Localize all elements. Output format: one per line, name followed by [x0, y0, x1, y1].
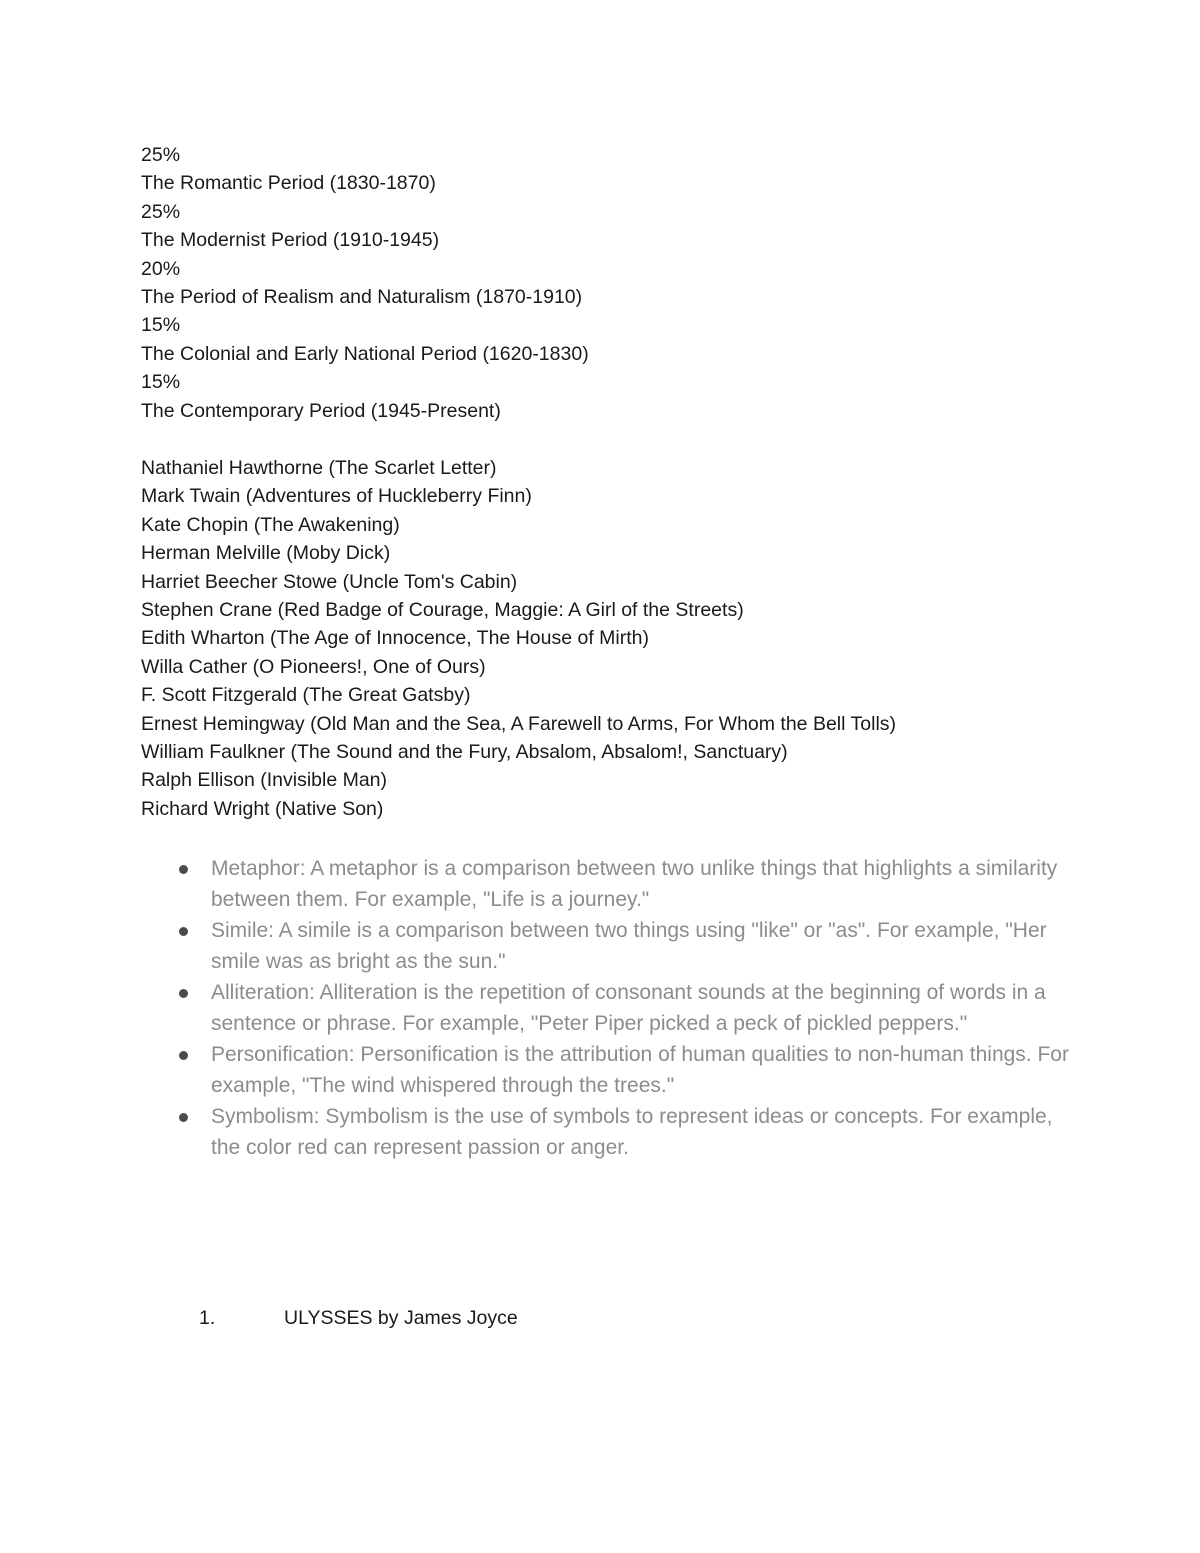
author-line: F. Scott Fitzgerald (The Great Gatsby) — [141, 684, 471, 707]
device-text: Personification: Personification is the attribution of human qualities to non-human things. For example, "The wind whispered through the trees." — [211, 1043, 1069, 1097]
list-item — [178, 1039, 1078, 1101]
period-line: 25% — [141, 144, 181, 166]
author-line: Kate Chopin (The Awakening) — [141, 513, 400, 536]
author-line: Richard Wright (Native Son) — [141, 797, 384, 820]
list-item — [178, 977, 1078, 1039]
period-line: The Colonial and Early National Period (1620-1830) — [141, 342, 589, 365]
item-title: ULYSSES by James Joyce — [284, 1307, 518, 1329]
period-list — [141, 141, 1101, 425]
author-line: Stephen Crane (Red Badge of Courage, Maggie: A Girl of the Streets) — [141, 598, 744, 621]
bullet-icon — [179, 989, 188, 998]
list-item — [178, 915, 1078, 977]
period-line: 15% — [141, 314, 181, 337]
author-line: Mark Twain (Adventures of Huckleberry Finn) — [141, 485, 532, 508]
period-line: The Romantic Period (1830-1870) — [141, 172, 436, 195]
bullet-icon — [179, 1051, 188, 1060]
author-line: Ralph Ellison (Invisible Man) — [141, 769, 388, 792]
period-line: The Modernist Period (1910-1945) — [141, 229, 440, 252]
author-line: Harriet Beecher Stowe (Uncle Tom's Cabin) — [141, 570, 518, 593]
period-line: 25% — [141, 200, 181, 223]
list-item — [178, 1101, 1078, 1163]
author-line: William Faulkner (The Sound and the Fury, Absalom, Absalom!, Sanctuary) — [141, 740, 788, 763]
author-line: Ernest Hemingway (Old Man and the Sea, A Farewell to Arms, For Whom the Bell Tolls) — [141, 712, 897, 735]
author-line: Edith Wharton (The Age of Innocence, The House of Mirth) — [141, 627, 649, 650]
bullet-icon — [179, 865, 188, 874]
device-text: Symbolism: Symbolism is the use of symbols to represent ideas or concepts. For example, the color red can represent passion or anger. — [211, 1105, 1053, 1159]
author-line: Nathaniel Hawthorne (The Scarlet Letter) — [141, 457, 497, 479]
period-line: 15% — [141, 371, 181, 394]
author-list — [141, 454, 1101, 823]
list-item — [178, 853, 1078, 915]
period-line: The Period of Realism and Naturalism (1870-1910) — [141, 285, 583, 308]
item-number: 1. — [199, 1307, 216, 1329]
device-text: Simile: A simile is a comparison between two things using "like" or "as". For example, "Her smile was as bright as the sun." — [211, 919, 1047, 973]
literary-device-list — [178, 853, 1078, 1163]
period-line: 20% — [141, 257, 181, 280]
device-text: Metaphor: A metaphor is a comparison between two unlike things that highlights a similarity between them. For example, "Life is a journey." — [211, 857, 1058, 911]
period-line: The Contemporary Period (1945-Present) — [141, 399, 501, 422]
bullet-icon — [179, 1113, 188, 1122]
device-text: Alliteration: Alliteration is the repetition of consonant sounds at the beginning of words in a sentence or phrase. For example, "Peter Piper picked a peck of pickled peppers." — [211, 981, 1046, 1035]
author-line: Willa Cather (O Pioneers!, One of Ours) — [141, 655, 486, 678]
bullet-icon — [179, 927, 188, 936]
author-line: Herman Melville (Moby Dick) — [141, 542, 391, 565]
